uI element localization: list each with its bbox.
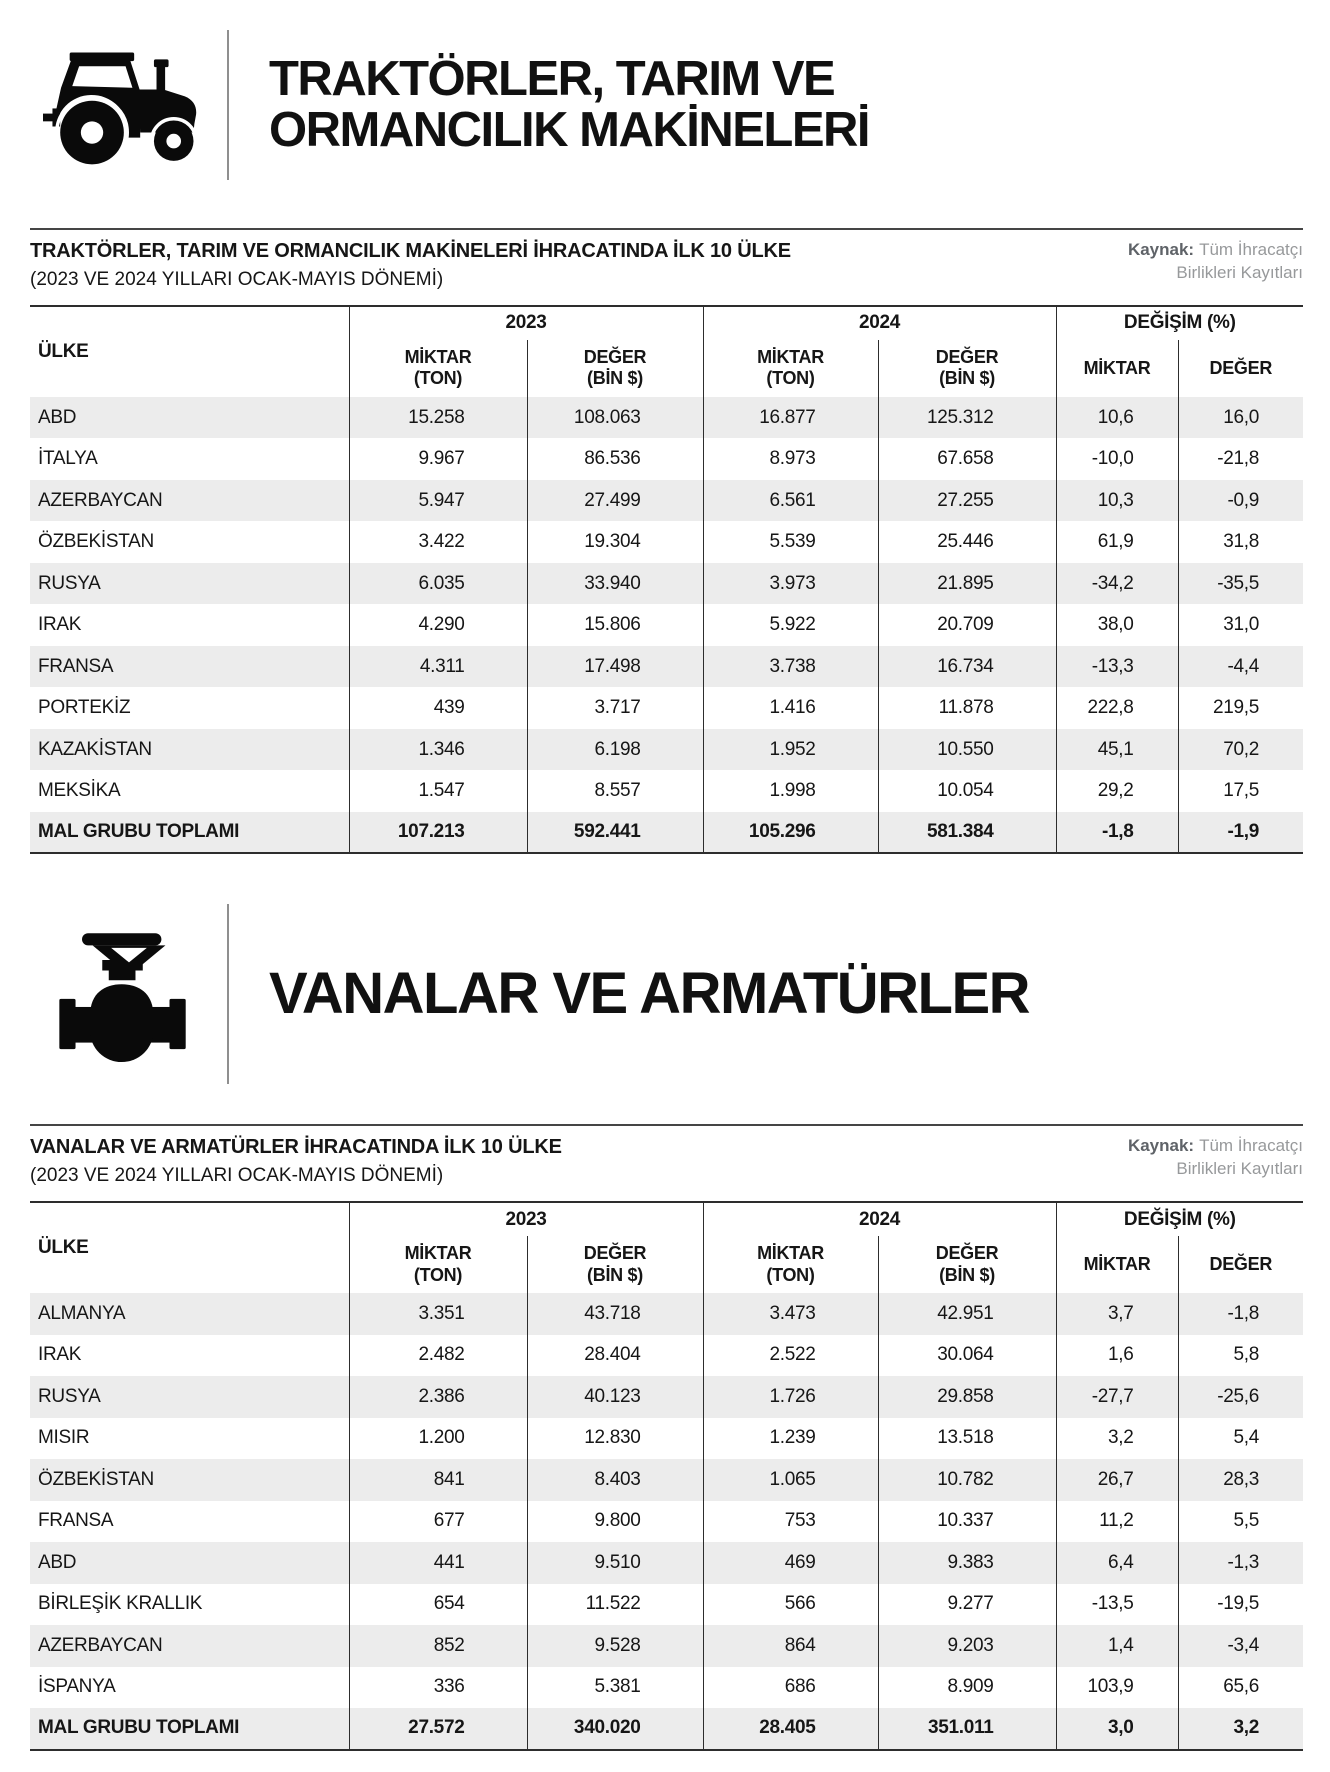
table-meta: [30, 1126, 1303, 1188]
value-cell: 33.940: [527, 563, 703, 605]
value-cell: 469: [703, 1542, 878, 1584]
value-cell: 3.473: [703, 1293, 878, 1335]
section-heading-valves: [269, 960, 1030, 1026]
table-subtitle: (2023 VE 2024 YILLARI OCAK-MAYIS DÖNEMİ): [30, 1165, 444, 1187]
value-cell: 9.203: [878, 1625, 1056, 1667]
value-cell: 19.304: [527, 521, 703, 563]
value-cell: 581.384: [878, 812, 1056, 854]
col-header-chg-val: DEĞER: [1178, 1236, 1303, 1293]
value-cell: 852: [349, 1625, 527, 1667]
table-total-row: [30, 1708, 1303, 1750]
value-cell: 125.312: [878, 397, 1056, 439]
value-cell: 2.386: [349, 1376, 527, 1418]
col-header-country: ÜLKE: [38, 1237, 89, 1258]
value-cell: 753: [703, 1501, 878, 1543]
value-cell: 351.011: [878, 1708, 1056, 1750]
country-cell: BİRLEŞİK KRALLIK: [38, 1593, 203, 1615]
value-cell: 15.806: [527, 604, 703, 646]
value-cell: 340.020: [527, 1708, 703, 1750]
value-cell: 21.895: [878, 563, 1056, 605]
value-cell: 5,8: [1178, 1335, 1303, 1377]
table-row: [30, 770, 1303, 812]
source-note: [1128, 239, 1303, 285]
value-cell: 11,2: [1056, 1501, 1178, 1543]
col-header-qty-2023: MİKTAR (TON): [349, 340, 527, 397]
value-cell: -35,5: [1178, 563, 1303, 605]
value-cell: 40.123: [527, 1376, 703, 1418]
value-cell: -10,0: [1056, 438, 1178, 480]
value-cell: 6,4: [1056, 1542, 1178, 1584]
value-cell: 15.258: [349, 397, 527, 439]
value-cell: 1.239: [703, 1418, 878, 1460]
table-title-block: [30, 239, 791, 292]
col-header-val-2023: DEĞER (BİN $): [527, 340, 703, 397]
value-cell: -13,5: [1056, 1584, 1178, 1626]
table-row: [30, 1376, 1303, 1418]
value-cell: 1.726: [703, 1376, 878, 1418]
col-header-qty-2024: MİKTAR (TON): [703, 1236, 878, 1293]
value-cell: -21,8: [1178, 438, 1303, 480]
value-cell: 654: [349, 1584, 527, 1626]
value-cell: 31,0: [1178, 604, 1303, 646]
table-subtitle: (2023 VE 2024 YILLARI OCAK-MAYIS DÖNEMİ): [30, 269, 444, 290]
value-cell: 28.404: [527, 1335, 703, 1377]
value-cell: 3.973: [703, 563, 878, 605]
col-header-chg-val: DEĞER: [1178, 340, 1303, 397]
country-cell: FRANSA: [38, 1510, 114, 1532]
tractor-icon: [30, 36, 227, 174]
value-cell: 17.498: [527, 646, 703, 688]
table-row: [30, 1501, 1303, 1543]
value-cell: 28,3: [1178, 1459, 1303, 1501]
country-cell: RUSYA: [38, 572, 101, 594]
col-header-chg-qty: MİKTAR: [1056, 1236, 1178, 1293]
value-cell: 566: [703, 1584, 878, 1626]
value-cell: -19,5: [1178, 1584, 1303, 1626]
source-line-1: Tüm İhracatçı: [1199, 240, 1303, 259]
country-cell: FRANSA: [38, 655, 114, 677]
country-cell: MEKSİKA: [38, 780, 121, 801]
brand-divider: [227, 904, 229, 1084]
value-cell: 10.782: [878, 1459, 1056, 1501]
country-cell: KAZAKİSTAN: [38, 738, 152, 760]
source-line-2: Birlikleri Kayıtları: [1176, 262, 1303, 282]
country-cell: İTALYA: [38, 448, 98, 469]
country-cell: ÖZBEKİSTAN: [38, 1468, 154, 1490]
value-cell: -1,9: [1178, 812, 1303, 854]
table-row: [30, 646, 1303, 688]
value-cell: 27.255: [878, 480, 1056, 522]
table-row: [30, 1335, 1303, 1377]
value-cell: 219,5: [1178, 687, 1303, 729]
table-row: [30, 1459, 1303, 1501]
country-cell: AZERBAYCAN: [38, 1634, 163, 1656]
value-cell: 1.200: [349, 1418, 527, 1460]
table-title: TRAKTÖRLER, TARIM VE ORMANCILIK MAKİNELERİ İHRACATINDA İLK 10 ÜLKE: [30, 240, 791, 262]
valve-icon: [30, 913, 227, 1075]
table-row: [30, 563, 1303, 605]
value-cell: 1.547: [349, 770, 527, 812]
col-group-2024: 2024: [703, 306, 1056, 340]
value-cell: 105.296: [703, 812, 878, 854]
exports-table-tractors: [30, 305, 1303, 855]
tractors-section: [30, 30, 1303, 854]
table-row: [30, 397, 1303, 439]
value-cell: 108.063: [527, 397, 703, 439]
country-cell: IRAK: [38, 1344, 82, 1366]
value-cell: 686: [703, 1667, 878, 1709]
value-cell: 45,1: [1056, 729, 1178, 771]
value-cell: 864: [703, 1625, 878, 1667]
value-cell: 9.277: [878, 1584, 1056, 1626]
table-total-row: [30, 812, 1303, 854]
value-cell: -0,9: [1178, 480, 1303, 522]
country-cell: MAL GRUBU TOPLAMI: [38, 1717, 240, 1739]
value-cell: 8.557: [527, 770, 703, 812]
value-cell: 3.422: [349, 521, 527, 563]
value-cell: 8.973: [703, 438, 878, 480]
table-row: [30, 521, 1303, 563]
value-cell: 2.522: [703, 1335, 878, 1377]
value-cell: 103,9: [1056, 1667, 1178, 1709]
value-cell: 5.922: [703, 604, 878, 646]
value-cell: 10,6: [1056, 397, 1178, 439]
value-cell: 17,5: [1178, 770, 1303, 812]
value-cell: 1.346: [349, 729, 527, 771]
value-cell: 592.441: [527, 812, 703, 854]
value-cell: 10.054: [878, 770, 1056, 812]
source-line-1: Tüm İhracatçı: [1199, 1136, 1303, 1156]
value-cell: 3,2: [1056, 1418, 1178, 1460]
value-cell: 5.947: [349, 480, 527, 522]
value-cell: 441: [349, 1542, 527, 1584]
table-meta: [30, 230, 1303, 292]
table-row: [30, 604, 1303, 646]
table-row: [30, 480, 1303, 522]
country-cell: ALMANYA: [38, 1302, 126, 1324]
table-row: [30, 1584, 1303, 1626]
value-cell: 16.734: [878, 646, 1056, 688]
col-group-2023: 2023: [349, 306, 703, 340]
heading-line-1: TRAKTÖRLER, TARIM VE: [269, 51, 835, 106]
value-cell: -1,8: [1056, 812, 1178, 854]
country-cell: RUSYA: [38, 1385, 101, 1407]
value-cell: 10.337: [878, 1501, 1056, 1543]
table-row: [30, 687, 1303, 729]
table-row: [30, 1418, 1303, 1460]
table-header: [30, 1202, 1303, 1293]
value-cell: 26,7: [1056, 1459, 1178, 1501]
value-cell: 1.998: [703, 770, 878, 812]
col-header-chg-qty: MİKTAR: [1056, 340, 1178, 397]
value-cell: 6.198: [527, 729, 703, 771]
value-cell: 1.416: [703, 687, 878, 729]
country-cell: AZERBAYCAN: [38, 489, 163, 511]
value-cell: 70,2: [1178, 729, 1303, 771]
value-cell: 27.499: [527, 480, 703, 522]
col-header-qty-2024: MİKTAR (TON): [703, 340, 878, 397]
country-cell: İSPANYA: [38, 1676, 116, 1698]
col-header-val-2024: DEĞER (BİN $): [878, 340, 1056, 397]
value-cell: 6.035: [349, 563, 527, 605]
tractors-brand: [30, 30, 1303, 180]
table-row: [30, 729, 1303, 771]
value-cell: 1,4: [1056, 1625, 1178, 1667]
table-title-block: [30, 1135, 562, 1188]
value-cell: 5.539: [703, 521, 878, 563]
heading-line-1: VANALAR VE ARMATÜRLER: [269, 960, 1030, 1026]
value-cell: 5.381: [527, 1667, 703, 1709]
value-cell: 30.064: [878, 1335, 1056, 1377]
value-cell: 5,4: [1178, 1418, 1303, 1460]
value-cell: 841: [349, 1459, 527, 1501]
col-group-change: DEĞİŞİM (%): [1056, 1202, 1303, 1236]
value-cell: 3.738: [703, 646, 878, 688]
value-cell: -13,3: [1056, 646, 1178, 688]
value-cell: 11.522: [527, 1584, 703, 1626]
value-cell: 29,2: [1056, 770, 1178, 812]
value-cell: 65,6: [1178, 1667, 1303, 1709]
country-cell: ABD: [38, 1551, 77, 1573]
table-title: VANALAR VE ARMATÜRLER İHRACATINDA İLK 10 ÜLKE: [30, 1136, 562, 1159]
value-cell: 6.561: [703, 480, 878, 522]
col-group-change: DEĞİŞİM (%): [1056, 306, 1303, 340]
value-cell: 38,0: [1056, 604, 1178, 646]
value-cell: 3.351: [349, 1293, 527, 1335]
value-cell: 11.878: [878, 687, 1056, 729]
source-label: Kaynak:: [1127, 1136, 1195, 1156]
value-cell: 61,9: [1056, 521, 1178, 563]
country-cell: IRAK: [38, 614, 82, 635]
value-cell: 4.311: [349, 646, 527, 688]
value-cell: 3.717: [527, 687, 703, 729]
col-header-val-2023: DEĞER (BİN $): [527, 1236, 703, 1293]
value-cell: -34,2: [1056, 563, 1178, 605]
section-heading-tractors: [269, 51, 870, 157]
value-cell: 1.065: [703, 1459, 878, 1501]
value-cell: 20.709: [878, 604, 1056, 646]
table-body: [30, 397, 1303, 854]
value-cell: 10.550: [878, 729, 1056, 771]
value-cell: -1,8: [1178, 1293, 1303, 1335]
value-cell: 42.951: [878, 1293, 1056, 1335]
value-cell: 3,2: [1178, 1708, 1303, 1750]
value-cell: 2.482: [349, 1335, 527, 1377]
table-row: [30, 1542, 1303, 1584]
value-cell: -3,4: [1178, 1625, 1303, 1667]
value-cell: -1,3: [1178, 1542, 1303, 1584]
exports-table-valves: [30, 1201, 1303, 1751]
col-header-qty-2023: MİKTAR (TON): [349, 1236, 527, 1293]
value-cell: 9.967: [349, 438, 527, 480]
value-cell: 677: [349, 1501, 527, 1543]
col-header-val-2024: DEĞER (BİN $): [878, 1236, 1056, 1293]
col-group-2024: 2024: [703, 1202, 1056, 1236]
value-cell: 9.510: [527, 1542, 703, 1584]
value-cell: 8.909: [878, 1667, 1056, 1709]
value-cell: 86.536: [527, 438, 703, 480]
value-cell: 439: [349, 687, 527, 729]
country-cell: MISIR: [38, 1427, 90, 1449]
value-cell: 9.528: [527, 1625, 703, 1667]
value-cell: 107.213: [349, 812, 527, 854]
table-row: [30, 438, 1303, 480]
value-cell: 13.518: [878, 1418, 1056, 1460]
table-row: [30, 1293, 1303, 1335]
value-cell: 16.877: [703, 397, 878, 439]
table-row: [30, 1625, 1303, 1667]
table-body: [30, 1293, 1303, 1750]
country-cell: MAL GRUBU TOPLAMI: [38, 821, 240, 842]
value-cell: 336: [349, 1667, 527, 1709]
value-cell: 67.658: [878, 438, 1056, 480]
value-cell: 25.446: [878, 521, 1056, 563]
value-cell: 31,8: [1178, 521, 1303, 563]
table-header: [30, 306, 1303, 397]
value-cell: -27,7: [1056, 1376, 1178, 1418]
value-cell: 9.800: [527, 1501, 703, 1543]
value-cell: 3,0: [1056, 1708, 1178, 1750]
value-cell: 1,6: [1056, 1335, 1178, 1377]
value-cell: 3,7: [1056, 1293, 1178, 1335]
source-line-2: Birlikleri Kayıtları: [1176, 1159, 1303, 1179]
col-group-2023: 2023: [349, 1202, 703, 1236]
country-cell: PORTEKİZ: [38, 697, 131, 718]
valves-brand: [30, 904, 1303, 1084]
value-cell: 16,0: [1178, 397, 1303, 439]
value-cell: 5,5: [1178, 1501, 1303, 1543]
value-cell: -4,4: [1178, 646, 1303, 688]
value-cell: 43.718: [527, 1293, 703, 1335]
value-cell: 29.858: [878, 1376, 1056, 1418]
source-note: [1128, 1135, 1303, 1181]
valves-section: [30, 904, 1303, 1750]
value-cell: 9.383: [878, 1542, 1056, 1584]
table-row: [30, 1667, 1303, 1709]
source-label: Kaynak:: [1127, 240, 1195, 259]
heading-line-2: ORMANCILIK MAKİNELERİ: [269, 103, 870, 157]
value-cell: 1.952: [703, 729, 878, 771]
value-cell: -25,6: [1178, 1376, 1303, 1418]
value-cell: 8.403: [527, 1459, 703, 1501]
value-cell: 10,3: [1056, 480, 1178, 522]
value-cell: 222,8: [1056, 687, 1178, 729]
value-cell: 27.572: [349, 1708, 527, 1750]
country-cell: ÖZBEKİSTAN: [38, 531, 154, 552]
value-cell: 4.290: [349, 604, 527, 646]
country-cell: ABD: [38, 406, 77, 428]
brand-divider: [227, 30, 229, 180]
col-header-country: ÜLKE: [38, 340, 89, 362]
value-cell: 12.830: [527, 1418, 703, 1460]
value-cell: 28.405: [703, 1708, 878, 1750]
